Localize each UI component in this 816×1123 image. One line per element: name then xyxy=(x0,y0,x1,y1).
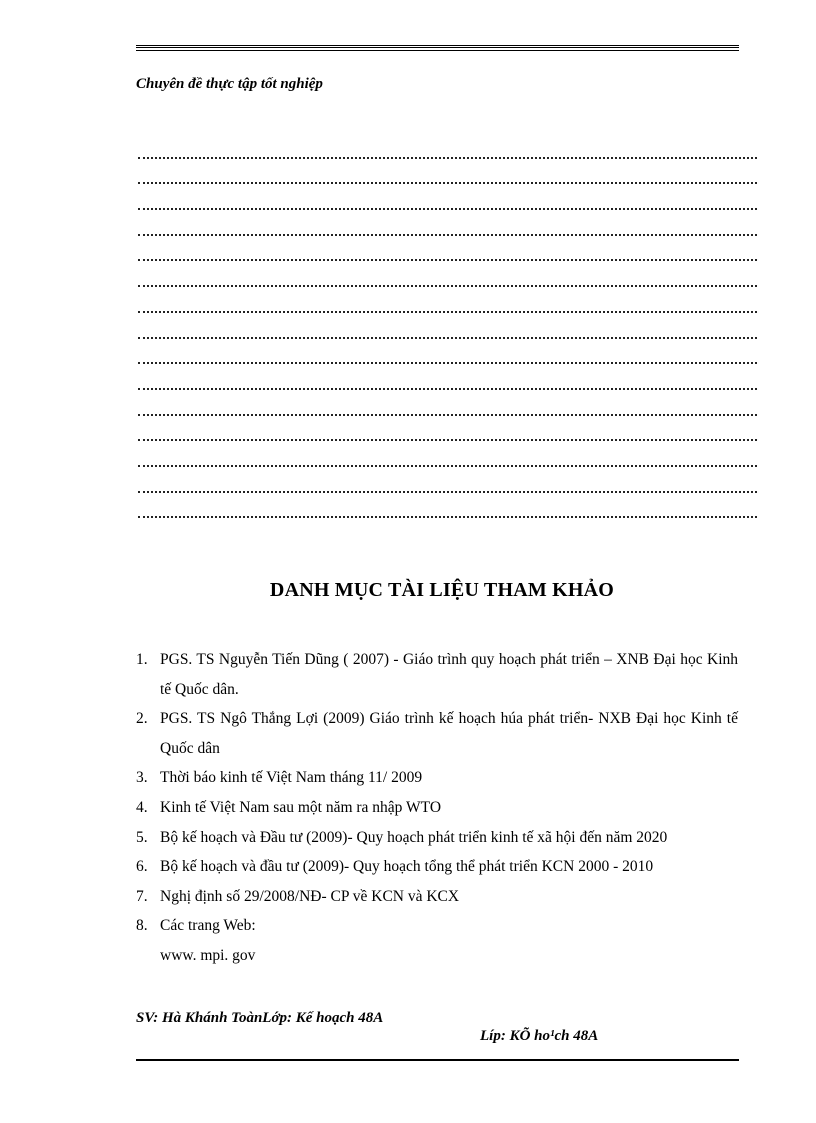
reference-item xyxy=(136,793,738,823)
dotted-line xyxy=(138,364,757,390)
reference-website: www. mpi. gov xyxy=(160,946,256,964)
dotted-line xyxy=(138,184,757,210)
reference-text: PGS. TS Ngô Thắng Lợi (2009) Giáo trình kế hoạch húa phát triển- NXB Đại học Kinh tế Quốc dân xyxy=(160,710,738,757)
reference-number: 2. xyxy=(136,710,148,728)
footer-student-info: SV: Hà Khánh ToànLớp: Kế hoạch 48A xyxy=(136,1010,384,1026)
dotted-line xyxy=(138,493,757,519)
reference-number: 6. xyxy=(136,858,148,876)
reference-item xyxy=(136,645,738,704)
dotted-line xyxy=(138,159,757,185)
blank-dotted-lines xyxy=(138,133,757,518)
reference-item xyxy=(136,704,738,763)
reference-item xyxy=(136,882,738,912)
reference-text: Thời báo kinh tế Việt Nam tháng 11/ 2009 xyxy=(160,769,423,787)
footer-class-info: Líp: KÕ ho¹ch 48A xyxy=(480,1028,599,1044)
dotted-line xyxy=(138,210,757,236)
reference-number: 4. xyxy=(136,798,148,816)
dotted-line xyxy=(138,339,757,365)
reference-text: Nghị định số 29/2008/NĐ- CP về KCN và KCX xyxy=(160,887,460,905)
reference-text: Các trang Web: xyxy=(160,917,256,935)
reference-text: Bộ kế hoạch và Đầu tư (2009)- Quy hoạch phát triển kinh tế xã hội đến năm 2020 xyxy=(160,828,668,846)
dotted-line xyxy=(138,416,757,442)
reference-list xyxy=(136,645,738,971)
header-double-rule xyxy=(136,45,739,51)
reference-text: PGS. TS Nguyễn Tiến Dũng ( 2007) - Giáo trình quy hoạch phát triển – XNB Đại học Kinh tế Quốc dân. xyxy=(160,651,738,698)
reference-text: Bộ kế hoạch và đầu tư (2009)- Quy hoạch tổng thể phát triển KCN 2000 - 2010 xyxy=(160,858,654,876)
reference-item xyxy=(136,823,738,853)
reference-item xyxy=(136,911,738,970)
reference-number: 8. xyxy=(136,917,148,935)
reference-number: 5. xyxy=(136,828,148,846)
dotted-line xyxy=(138,467,757,493)
dotted-line xyxy=(138,441,757,467)
reference-number: 7. xyxy=(136,887,148,905)
reference-item xyxy=(136,763,738,793)
reference-number: 3. xyxy=(136,769,148,787)
footer-rule xyxy=(136,1059,739,1061)
dotted-line xyxy=(138,390,757,416)
dotted-line xyxy=(138,261,757,287)
reference-number: 1. xyxy=(136,651,148,668)
dotted-line xyxy=(138,236,757,262)
dotted-line xyxy=(138,313,757,339)
references-heading: DANH MỤC TÀI LIỆU THAM KHẢO xyxy=(269,579,615,601)
reference-item xyxy=(136,852,738,882)
dotted-line xyxy=(138,133,757,159)
document-header-title: Chuyên đề thực tập tốt nghiệp xyxy=(136,76,323,92)
reference-text: Kinh tế Việt Nam sau một năm ra nhập WTO xyxy=(160,798,442,816)
dotted-line xyxy=(138,287,757,313)
